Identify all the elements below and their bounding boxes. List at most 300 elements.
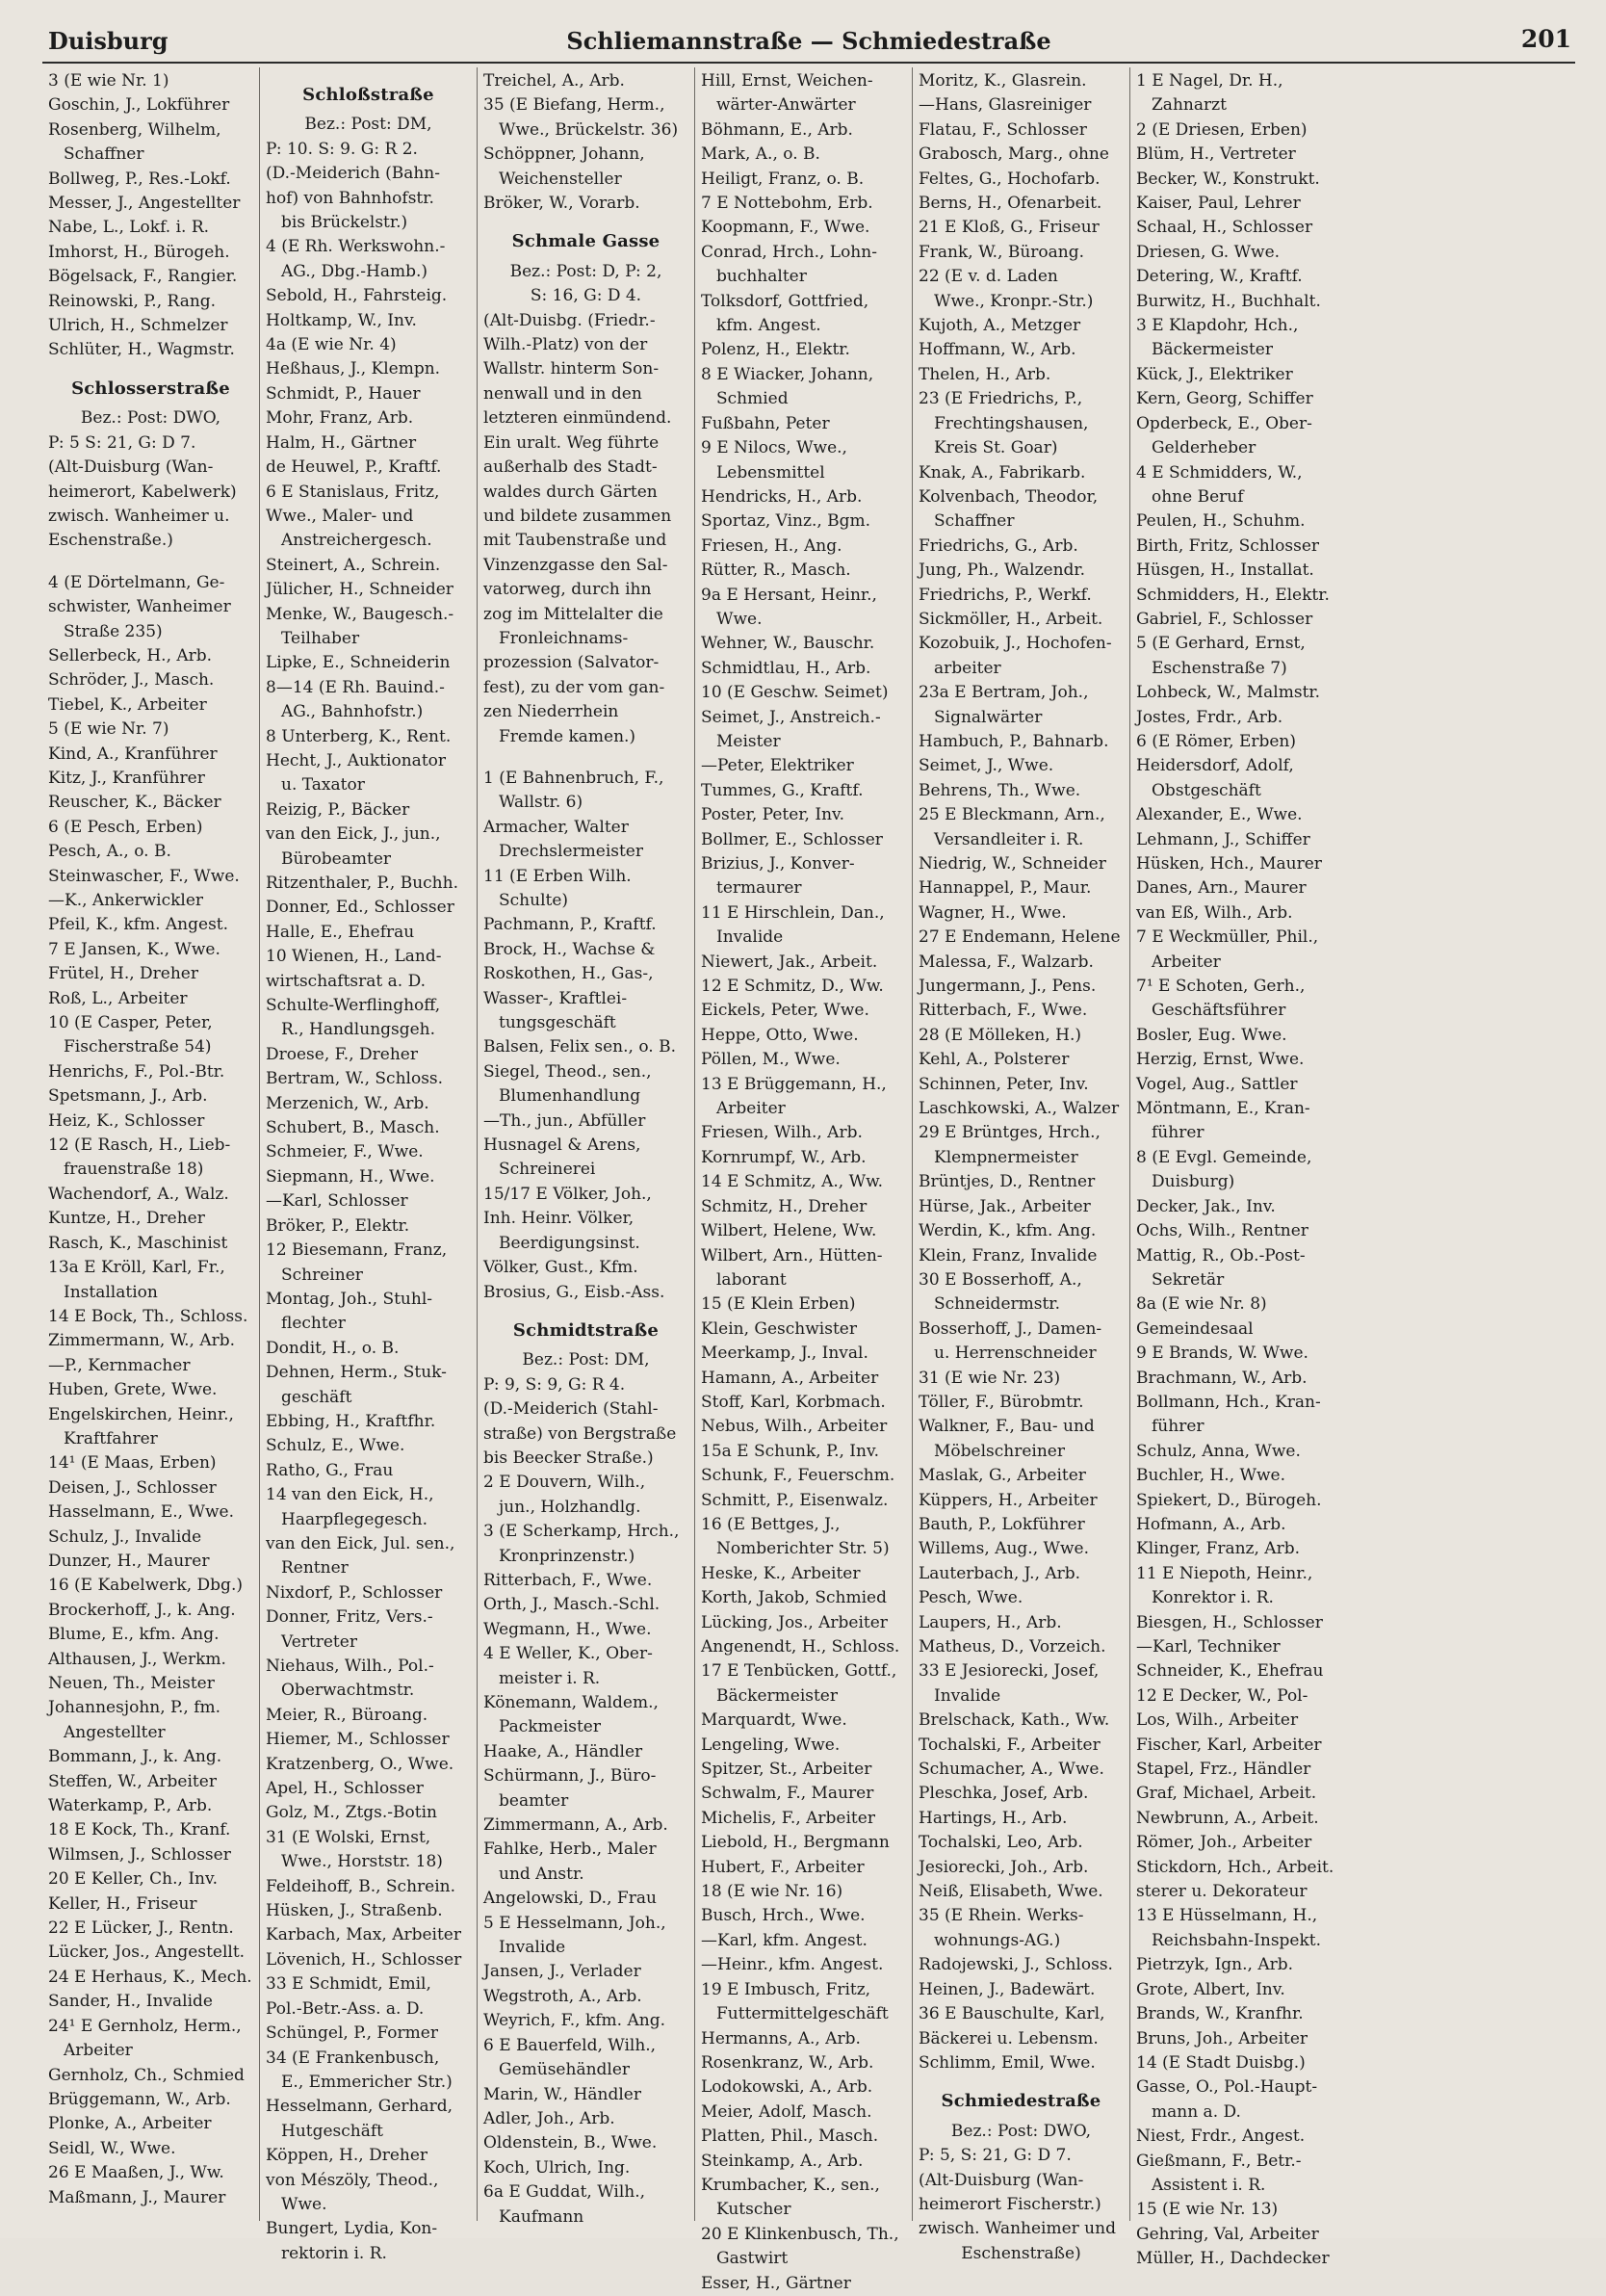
directory-entry: Mattig, R., Ob.-Post-	[1136, 1245, 1306, 1265]
directory-entry: Schreinerei	[499, 1160, 596, 1180]
directory-entry: —Peter, Elektriker	[701, 756, 854, 776]
directory-entry: (D.-Meiderich (Bahn-	[266, 164, 440, 184]
directory-entry: Fronleichnams-	[499, 628, 629, 648]
directory-entry: Wachendorf, A., Walz.	[48, 1184, 229, 1204]
directory-entry: Steinwascher, F., Wwe.	[48, 866, 240, 886]
directory-entry: hof) von Bahnhofstr.	[266, 188, 434, 208]
directory-entry: Eickels, Peter, Wwe.	[701, 1001, 869, 1021]
directory-entry: Frank, W., Büroang.	[919, 242, 1085, 262]
directory-entry: Jülicher, H., Schneider	[266, 580, 453, 600]
directory-entry: 9a E Hersant, Heinr.,	[701, 585, 877, 605]
directory-entry: Roskothen, H., Gas-,	[483, 964, 654, 984]
directory-entry: Arbeiter	[64, 2041, 133, 2061]
directory-entry: Lücking, Jos., Arbeiter	[701, 1612, 888, 1632]
directory-entry: Halle, E., Ehefrau	[266, 922, 415, 942]
directory-entry: Eschenstraße 7)	[1152, 658, 1287, 678]
directory-entry: Seimet, J., Anstreich.-	[701, 707, 881, 727]
directory-entry: flechter	[281, 1314, 346, 1334]
directory-entry: Dondit, H., o. B.	[266, 1338, 400, 1358]
directory-entry: Niewert, Jak., Arbeit.	[701, 952, 878, 972]
directory-entry: führer	[1152, 1123, 1204, 1143]
directory-entry: Vinzenzgasse den Sal-	[483, 555, 668, 575]
directory-entry: van den Eick, Jul. sen.,	[266, 1533, 455, 1553]
directory-entry: Frechtingshausen,	[934, 413, 1089, 433]
directory-entry: 8 Unterberg, K., Rent.	[266, 726, 452, 746]
directory-entry: Polenz, H., Elektr.	[701, 340, 850, 360]
directory-entry: Deisen, J., Schlosser	[48, 1477, 217, 1498]
directory-entry: Fischerstraße 54)	[64, 1037, 212, 1057]
directory-entry: Birth, Fritz, Schlosser	[1136, 535, 1320, 556]
directory-entry: Bez.: Post: DM,	[304, 115, 432, 135]
directory-entry: kfm. Angest.	[716, 316, 821, 336]
directory-entry: Kehl, A., Polsterer	[919, 1050, 1070, 1070]
directory-entry: Schreiner	[281, 1265, 363, 1285]
directory-entry: Rosenkranz, W., Arb.	[701, 2052, 874, 2073]
directory-entry: 13 E Hüsselmann, H.,	[1136, 1906, 1318, 1926]
directory-entry: 3 (E wie Nr. 1)	[48, 71, 169, 91]
directory-entry: Althausen, J., Werkm.	[48, 1649, 226, 1669]
directory-entry: 19 E Imbusch, Fritz,	[701, 1979, 871, 1999]
directory-entry: zen Niederrhein	[483, 702, 619, 722]
directory-entry: Beerdigungsinst.	[499, 1233, 640, 1253]
directory-entry: Töller, F., Bürobmtr.	[919, 1392, 1084, 1412]
directory-entry: Schmitt, P., Eisenwalz.	[701, 1490, 889, 1510]
directory-entry: Pesch, A., o. B.	[48, 842, 171, 862]
directory-entry: P: 5 S: 21, G: D 7.	[48, 432, 196, 453]
directory-entry: Schmeier, F., Wwe.	[266, 1142, 424, 1162]
directory-entry: Schmidt, P., Hauer	[266, 383, 421, 404]
directory-entry: Bröker, P., Elektr.	[266, 1215, 410, 1236]
directory-entry: 7 E Nottebohm, Erb.	[701, 194, 873, 214]
directory-entry: Fußbahn, Peter	[701, 413, 830, 433]
directory-entry: Droese, F., Dreher	[266, 1044, 418, 1064]
directory-entry: Hüsgen, H., Installat.	[1136, 561, 1314, 581]
directory-entry: Steffen, W., Arbeiter	[48, 1771, 217, 1791]
directory-entry: Lücker, Jos., Angestellt.	[48, 1943, 246, 1963]
directory-entry: Wegmann, H., Wwe.	[483, 1619, 652, 1639]
directory-entry: geschäft	[281, 1387, 352, 1407]
directory-entry: Lebensmittel	[716, 462, 825, 483]
directory-entry: Buchler, H., Wwe.	[1136, 1466, 1286, 1486]
directory-entry: laborant	[716, 1269, 787, 1290]
street-heading: Schmidtstraße	[512, 1319, 660, 1341]
directory-entry: Eschenstraße.)	[48, 531, 173, 551]
directory-entry: Kornrumpf, W., Arb.	[701, 1147, 867, 1167]
directory-entry: 1 E Nagel, Dr. H.,	[1136, 71, 1283, 91]
directory-entry: Alexander, E., Wwe.	[1136, 805, 1303, 825]
directory-entry: Spiekert, D., Bürogeh.	[1136, 1490, 1322, 1510]
directory-entry: Flatau, F., Schlosser	[919, 119, 1087, 140]
directory-entry: Hannappel, P., Maur.	[919, 878, 1092, 899]
directory-entry: Schaal, H., Schlosser	[1136, 218, 1313, 238]
directory-entry: Tochalski, F., Arbeiter	[919, 1735, 1101, 1755]
directory-entry: Kraftfahrer	[64, 1428, 158, 1448]
directory-entry: Straße 235)	[64, 621, 163, 641]
directory-entry: Angelowski, D., Frau	[483, 1889, 657, 1909]
directory-entry: —Karl, Schlosser	[266, 1191, 408, 1212]
directory-entry: 22 E Lücker, J., Rentn.	[48, 1918, 234, 1939]
directory-entry: Rasch, K., Maschinist	[48, 1233, 228, 1253]
directory-entry: Dunzer, H., Maurer	[48, 1551, 210, 1571]
directory-entry: Wwe.	[716, 609, 763, 629]
directory-entry: Kern, Georg, Schiffer	[1136, 389, 1313, 409]
directory-entry: 12 E Schmitz, D., Ww.	[701, 977, 884, 997]
directory-entry: Hofmann, A., Arb.	[1136, 1514, 1286, 1534]
directory-entry: Schröder, J., Masch.	[48, 670, 215, 691]
directory-entry: Teilhaber	[281, 628, 360, 648]
directory-entry: Wallstr. 6)	[499, 793, 583, 813]
directory-entry: Schlüter, H., Wagmstr.	[48, 340, 235, 360]
directory-entry: Friesen, H., Ang.	[701, 535, 842, 556]
directory-entry: Gelderheber	[1152, 438, 1256, 458]
directory-entry: nenwall und in den	[483, 383, 642, 404]
directory-entry: R., Handlungsgeh.	[281, 1020, 436, 1040]
directory-entry: (Alt-Duisburg (Wan-	[919, 2170, 1084, 2190]
directory-entry: Herzig, Ernst, Wwe.	[1136, 1050, 1305, 1070]
directory-entry: Lengeling, Wwe.	[701, 1735, 841, 1755]
directory-entry: 16 (E Kabelwerk, Dbg.)	[48, 1576, 243, 1596]
directory-entry: Knak, A., Fabrikarb.	[919, 462, 1086, 483]
directory-entry: frauenstraße 18)	[64, 1160, 204, 1180]
directory-entry: Fischer, Karl, Arbeiter	[1136, 1735, 1322, 1755]
directory-entry: Assistent i. R.	[1152, 2175, 1266, 2195]
directory-entry: heimerort, Kabelwerk)	[48, 482, 237, 502]
directory-entry: Schmied	[716, 389, 789, 409]
directory-entry: 9 E Brands, W. Wwe.	[1136, 1344, 1308, 1364]
directory-entry: Fremde kamen.)	[499, 726, 636, 746]
directory-entry: Invalide	[499, 1938, 566, 1958]
directory-entry: Küppers, H., Arbeiter	[919, 1490, 1098, 1510]
directory-entry: Werdin, K., kfm. Ang.	[919, 1221, 1097, 1241]
directory-entry: Donner, Fritz, Vers.-	[266, 1607, 433, 1628]
directory-entry: Blüm, H., Vertreter	[1136, 144, 1296, 165]
directory-entry: Brelschack, Kath., Ww.	[919, 1710, 1110, 1731]
directory-entry: Walkner, F., Bau- und	[919, 1417, 1095, 1437]
directory-entry: Drechslermeister	[499, 842, 643, 862]
directory-entry: Wegstroth, A., Arb.	[483, 1986, 642, 2006]
directory-entry: S: 16, G: D 4.	[530, 286, 642, 306]
directory-entry: Gernholz, Ch., Schmied	[48, 2065, 245, 2085]
directory-entry: Bollmann, Hch., Kran-	[1136, 1392, 1321, 1412]
directory-entry: Klein, Geschwister	[701, 1318, 857, 1339]
directory-entry: Kolvenbach, Theodor,	[919, 486, 1099, 507]
directory-entry: Korth, Jakob, Schmied	[701, 1588, 887, 1608]
directory-entry: 33 E Jesiorecki, Josef,	[919, 1661, 1100, 1682]
directory-entry: Maslak, G., Arbeiter	[919, 1466, 1086, 1486]
directory-entry: Gabriel, F., Schlosser	[1136, 609, 1313, 629]
directory-entry: waldes durch Gärten	[483, 482, 658, 502]
directory-entry: Lövenich, H., Schlosser	[266, 1949, 462, 1970]
directory-entry: Reinowski, P., Rang.	[48, 291, 217, 311]
directory-entry: Ein uralt. Weg führte	[483, 432, 660, 453]
directory-entry: Rosenberg, Wilhelm,	[48, 119, 221, 140]
spacer	[48, 554, 253, 571]
directory-entry: 6 (E Pesch, Erben)	[48, 817, 203, 837]
directory-entry: bis Beecker Straße.)	[483, 1448, 654, 1468]
directory-entry: Hoffmann, W., Arb.	[919, 340, 1076, 360]
directory-entry: 21 E Kloß, G., Friseur	[919, 218, 1100, 238]
directory-entry: Lipke, E., Schneiderin	[266, 653, 451, 673]
directory-entry: Schwalm, F., Maurer	[701, 1784, 874, 1804]
directory-entry: E., Emmericher Str.)	[281, 2072, 453, 2092]
directory-entry: Kreis St. Goar)	[934, 438, 1058, 458]
directory-entry: 7 E Jansen, K., Wwe.	[48, 939, 220, 959]
directory-entry: Ritzenthaler, P., Buchh.	[266, 874, 458, 893]
directory-entry: außerhalb des Stadt-	[483, 457, 658, 478]
directory-entry: Schmidders, H., Elektr.	[1136, 585, 1330, 605]
directory-entry: Schneider, K., Ehefrau	[1136, 1661, 1324, 1682]
directory-entry: 2 E Douvern, Wilh.,	[483, 1473, 646, 1493]
directory-entry: Grabosch, Marg., ohne	[919, 144, 1109, 165]
directory-entry: heimerort Fischerstr.)	[919, 2194, 1101, 2214]
directory-entry: Kutscher	[716, 2200, 791, 2220]
directory-entry: Versandleiter i. R.	[934, 829, 1084, 849]
directory-entry: Spitzer, St., Arbeiter	[701, 1760, 872, 1780]
directory-entry: Schaffner	[934, 511, 1015, 532]
directory-entry: Niest, Frdr., Angest.	[1136, 2126, 1306, 2147]
directory-entry: Heiligt, Franz, o. B.	[701, 169, 865, 189]
directory-entry: 12 Biesemann, Franz,	[266, 1240, 448, 1261]
directory-entry: —K., Ankerwickler	[48, 891, 204, 910]
directory-entry: Bollmer, E., Schlosser	[701, 829, 883, 849]
directory-entry: 12 (E Rasch, H., Lieb-	[48, 1135, 231, 1156]
directory-entry: 15 (E wie Nr. 13)	[1136, 2200, 1279, 2220]
directory-entry: Heiz, K., Schlosser	[48, 1110, 205, 1131]
directory-entry: Böhmann, E., Arb.	[701, 119, 853, 140]
directory-entry: Anstreichergesch.	[281, 531, 432, 551]
directory-entry: Bommann, J., k. Ang.	[48, 1747, 222, 1767]
directory-entry: Newbrunn, A., Arbeit.	[1136, 1808, 1319, 1828]
directory-entry: Krumbacher, K., sen.,	[701, 2175, 880, 2195]
directory-entry: Niehaus, Wilh., Pol.-	[266, 1657, 434, 1676]
directory-entry: 6 (E Römer, Erben)	[1136, 731, 1297, 751]
directory-entry: arbeiter	[934, 658, 1001, 678]
directory-entry: 11 (E Erben Wilh.	[483, 866, 632, 886]
directory-entry: 4a (E wie Nr. 4)	[266, 335, 397, 355]
spacer	[483, 749, 688, 767]
directory-entry: 36 E Bauschulte, Karl,	[919, 2004, 1105, 2024]
directory-entry: 14 E Bock, Th., Schloss.	[48, 1306, 248, 1326]
directory-entry: 11 E Niepoth, Heinr.,	[1136, 1563, 1313, 1583]
directory-entry: Bäckerei u. Lebensm.	[919, 2028, 1099, 2048]
directory-entry: Bertram, W., Schloss.	[266, 1069, 444, 1089]
directory-entry: Jesiorecki, Joh., Arb.	[919, 1857, 1089, 1877]
directory-entry: Zimmermann, A., Arb.	[483, 1815, 668, 1836]
directory-entry: wirtschaftsrat a. D.	[266, 971, 426, 991]
directory-entry: Bez.: Post: DM,	[522, 1350, 650, 1370]
directory-entry: und Anstr.	[499, 1864, 584, 1884]
directory-entry: Bez.: Post: D, P: 2,	[509, 261, 662, 281]
directory-entry: prozession (Salvator-	[483, 653, 660, 673]
directory-entry: Driesen, G. Wwe.	[1136, 242, 1281, 262]
directory-entry: Pöllen, M., Wwe.	[701, 1050, 841, 1070]
directory-entry: 26 E Maaßen, J., Ww.	[48, 2163, 224, 2183]
directory-entry: Henrichs, F., Pol.-Btr.	[48, 1061, 225, 1082]
directory-entry: Seimet, J., Wwe.	[919, 756, 1054, 776]
directory-entry: Inh. Heinr. Völker,	[483, 1209, 635, 1229]
directory-entry: Hürse, Jak., Arbeiter	[919, 1196, 1091, 1216]
directory-entry: Nixdorf, P., Schlosser	[266, 1582, 443, 1603]
directory-entry: 7 E Weckmüller, Phil.,	[1136, 927, 1319, 948]
directory-entry: (Alt-Duisbg. (Friedr.-	[483, 310, 656, 330]
directory-entry: ohne Beruf	[1152, 486, 1244, 507]
directory-entry: Bez.: Post: DWO,	[950, 2121, 1092, 2141]
directory-entry: Wallstr. hinterm Son-	[483, 359, 660, 379]
directory-entry: Wwe., Kronpr.-Str.)	[934, 291, 1094, 311]
header-title: Schliemannstraße — Schmiedestraße	[566, 27, 1051, 55]
directory-entry: Hamann, A., Arbeiter	[701, 1368, 879, 1388]
directory-entry: P: 10. S: 9. G: R 2.	[266, 139, 418, 159]
directory-entry: 23 (E Friedrichs, P.,	[919, 389, 1083, 409]
directory-entry: Kitz, J., Kranführer	[48, 768, 205, 788]
directory-entry: Bez.: Post: DWO,	[80, 408, 221, 429]
directory-entry: Treichel, A., Arb.	[483, 71, 625, 91]
directory-entry: 29 E Brüntges, Hrch.,	[919, 1123, 1101, 1143]
directory-entry: Sander, H., Invalide	[48, 1992, 213, 2012]
directory-entry: 4 E Weller, K., Ober-	[483, 1644, 653, 1664]
directory-entry: Conrad, Hrch., Lohn-	[701, 242, 877, 262]
directory-entry: Stickdorn, Hch., Arbeit.	[1136, 1857, 1334, 1877]
directory-entry: Eschenstraße)	[961, 2243, 1081, 2263]
directory-entry: Vertreter	[281, 1631, 357, 1652]
directory-entry: 24¹ E Gernholz, Herm.,	[48, 2016, 242, 2036]
directory-entry: Schöppner, Johann,	[483, 144, 645, 165]
directory-entry: 6 E Bauerfeld, Wilh.,	[483, 2035, 657, 2055]
directory-entry: Schulte-Werflinghoff,	[266, 996, 441, 1016]
directory-entry: Niedrig, W., Schneider	[919, 854, 1106, 874]
directory-entry: Maßmann, J., Maurer	[48, 2187, 226, 2207]
directory-entry: Laupers, H., Arb.	[919, 1612, 1062, 1632]
directory-entry: Meerkamp, J., Inval.	[701, 1344, 868, 1364]
directory-entry: Hasselmann, E., Wwe.	[48, 1502, 234, 1523]
directory-entry: Bauth, P., Lokführer	[919, 1514, 1085, 1534]
directory-entry: Arbeiter	[716, 1099, 786, 1119]
directory-entry: zwisch. Wanheimer u.	[48, 506, 230, 526]
directory-entry: Reichsbahn-Inspekt.	[1152, 1930, 1322, 1950]
directory-entry: 11 E Hirschlein, Dan.,	[701, 902, 885, 923]
directory-entry: Friesen, Wilh., Arb.	[701, 1123, 863, 1143]
directory-entry: Sebold, H., Fahrsteig.	[266, 286, 448, 306]
directory-entry: 15 (E Klein Erben)	[701, 1294, 856, 1315]
directory-entry: Tummes, G., Kraftf.	[701, 780, 864, 800]
directory-entry: Willems, Aug., Wwe.	[919, 1539, 1090, 1559]
directory-entry: Weichensteller	[499, 169, 622, 189]
directory-entry: Zimmermann, W., Arb.	[48, 1331, 236, 1351]
directory-entry: Bollweg, P., Res.-Lokf.	[48, 169, 231, 189]
directory-entry: Sellerbeck, H., Arb.	[48, 645, 213, 665]
directory-entry: 35 (E Biefang, Herm.,	[483, 95, 665, 116]
directory-entry: Schulz, E., Wwe.	[266, 1436, 405, 1456]
directory-entry: Menke, W., Baugesch.-	[266, 604, 454, 624]
directory-entry: Blume, E., kfm. Ang.	[48, 1625, 220, 1645]
directory-entry: Römer, Joh., Arbeiter	[1136, 1833, 1312, 1853]
directory-entry: Tochalski, Leo, Arb.	[919, 1833, 1083, 1853]
directory-entry: 15a E Schunk, P., Inv.	[701, 1441, 879, 1461]
directory-entry: —Karl, Techniker	[1136, 1637, 1281, 1657]
directory-entry: 5 (E Gerhard, Ernst,	[1136, 634, 1306, 654]
directory-entry: Spetsmann, J., Arb.	[48, 1086, 208, 1107]
directory-entry: Jostes, Frdr., Arb.	[1136, 707, 1283, 727]
directory-entry: 3 (E Scherkamp, Hrch.,	[483, 1522, 680, 1542]
directory-entry: Steinert, A., Schrein.	[266, 555, 441, 575]
directory-entry: Signalwärter	[934, 707, 1043, 727]
directory-entry: Pachmann, P., Kraftf.	[483, 915, 657, 935]
directory-entry: Mohr, Franz, Arb.	[266, 408, 414, 429]
directory-entry: Ratho, G., Frau	[266, 1460, 394, 1480]
directory-entry: 24 E Herhaus, K., Mech.	[48, 1967, 252, 1987]
directory-entry: Detering, W., Kraftf.	[1136, 267, 1303, 287]
directory-entry: Schneidermstr.	[934, 1294, 1060, 1315]
directory-entry: Radojewski, J., Schloss.	[919, 1955, 1113, 1975]
directory-entry: Gemeindesaal	[1136, 1318, 1254, 1339]
directory-entry: Huben, Grete, Wwe.	[48, 1380, 218, 1400]
directory-entry: Kaufmann	[499, 2206, 584, 2227]
directory-entry: Schulz, J., Invalide	[48, 1526, 202, 1547]
directory-entry: Reuscher, K., Bäcker	[48, 793, 221, 813]
directory-entry: Angenendt, H., Schloss.	[701, 1637, 900, 1657]
directory-entry: Ritterbach, F., Wwe.	[483, 1570, 653, 1590]
directory-entry: Angestellter	[64, 1722, 166, 1742]
directory-entry: 35 (E Rhein. Werks-	[919, 1906, 1084, 1926]
directory-column	[478, 67, 695, 2227]
directory-entry: Kujoth, A., Metzger	[919, 316, 1081, 336]
directory-entry: Roß, L., Arbeiter	[48, 988, 188, 1008]
directory-entry: Kronprinzenstr.)	[499, 1546, 635, 1566]
directory-entry: 10 (E Geschw. Seimet)	[701, 683, 889, 703]
directory-entry: (D.-Meiderich (Stahl-	[483, 1399, 659, 1420]
directory-entry: Feldeihoff, B., Schrein.	[266, 1876, 456, 1896]
directory-entry: Plonke, A., Arbeiter	[48, 2114, 212, 2134]
directory-entry: Jansen, J., Verlader	[483, 1962, 641, 1982]
directory-entry: Konrektor i. R.	[1152, 1588, 1274, 1608]
directory-entry: Sickmöller, H., Arbeit.	[919, 609, 1103, 629]
directory-entry: Duisburg)	[1152, 1172, 1235, 1192]
directory-entry: Kuntze, H., Dreher	[48, 1209, 205, 1229]
directory-entry: Holtkamp, W., Inv.	[266, 310, 417, 330]
directory-entry: Lohbeck, W., Malmstr.	[1136, 683, 1321, 703]
directory-entry: 20 E Klinkenbusch, Th.,	[701, 2224, 899, 2244]
directory-entry: 9 E Nilocs, Wwe.,	[701, 438, 847, 458]
directory-entry: Schubert, B., Masch.	[266, 1118, 440, 1138]
directory-entry: AG., Dbg.-Hamb.)	[281, 261, 428, 281]
directory-entry: Kind, A., Kranführer	[48, 744, 218, 764]
directory-entry: Jung, Ph., Walzendr.	[919, 561, 1086, 581]
directory-entry: Imhorst, H., Bürogeh.	[48, 242, 230, 262]
directory-entry: Wwe., Brückelstr. 36)	[499, 119, 679, 140]
directory-entry: Bürobeamter	[281, 848, 392, 869]
directory-entry: Balsen, Felix sen., o. B.	[483, 1037, 676, 1057]
directory-entry: Brizius, J., Konver-	[701, 854, 855, 874]
directory-entry: Behrens, Th., Wwe.	[919, 780, 1081, 800]
directory-entry: Kozobuik, J., Hochofen-	[919, 634, 1112, 654]
directory-entry: Oldenstein, B., Wwe.	[483, 2133, 658, 2153]
directory-entry: van den Eick, J., jun.,	[266, 824, 441, 845]
directory-column	[42, 67, 260, 2221]
directory-entry: Brosius, G., Eisb.-Ass.	[483, 1282, 665, 1302]
directory-entry: Golz, M., Ztgs.-Botin	[266, 1803, 437, 1823]
directory-entry: vatorweg, durch ihn	[483, 580, 652, 600]
directory-entry: Schumacher, A., Wwe.	[919, 1760, 1104, 1780]
directory-entry: Grote, Albert, Inv.	[1136, 1979, 1285, 1999]
directory-entry: Steinkamp, A., Arb.	[701, 2151, 864, 2171]
directory-entry: Heßhaus, J., Klempn.	[266, 359, 441, 379]
directory-entry: Wwe.	[281, 2194, 327, 2214]
directory-entry: Seidl, W., Wwe.	[48, 2138, 176, 2158]
directory-entry: zog im Mittelalter die	[483, 604, 663, 624]
directory-entry: Brockerhoff, J., k. Ang.	[48, 1600, 236, 1620]
directory-entry: Pietrzyk, Ign., Arb.	[1136, 1955, 1294, 1975]
directory-entry: 1 (E Bahnenbruch, F.,	[483, 768, 664, 788]
